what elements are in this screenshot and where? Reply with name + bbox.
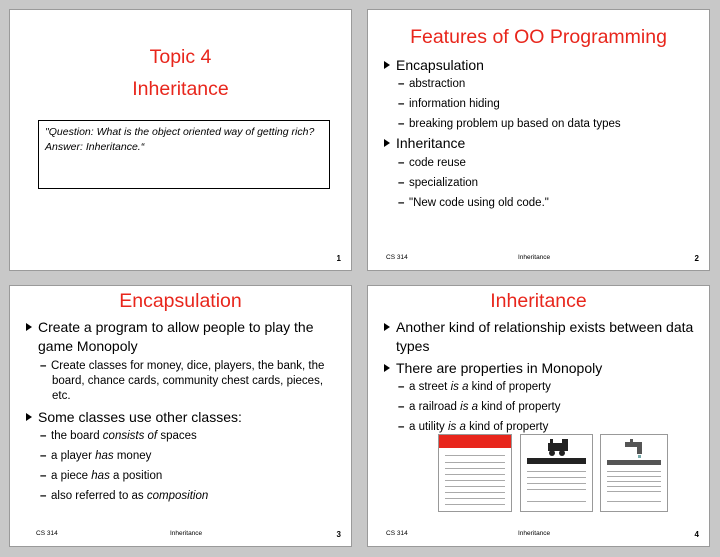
bullet: Inheritance <box>382 134 703 153</box>
bullet: Another kind of relationship exists between data types <box>382 318 703 356</box>
train-icon <box>521 437 593 459</box>
page-number: 3 <box>336 530 341 539</box>
slide-4-body <box>382 318 703 435</box>
slide-4-title: Inheritance <box>490 290 587 312</box>
sub-bullet: – the board consists of spaces <box>40 430 197 442</box>
slide-3-title: Encapsulation <box>119 290 242 312</box>
sub-bullet: – a railroad is a kind of property <box>398 401 561 413</box>
page-number: 2 <box>694 254 699 263</box>
bullet: Encapsulation <box>382 56 703 75</box>
footer-topic: Inheritance <box>518 254 551 261</box>
slide-3-body <box>24 318 345 504</box>
water-works-card-image <box>600 434 668 512</box>
slide-1-subtitle: Inheritance <box>132 78 229 100</box>
monopoly-cards-image <box>438 434 668 512</box>
slide-1 <box>9 9 352 271</box>
footer-course: CS 314 <box>386 530 408 537</box>
footer-topic: Inheritance <box>518 530 551 537</box>
faucet-icon <box>601 438 668 460</box>
sub-bullet: – Create classes for money, dice, players, the bank, the board, chance cards, community chest cards, pieces, etc. <box>40 360 325 402</box>
quote-box <box>38 120 330 189</box>
footer-course: CS 314 <box>36 530 58 537</box>
page-number: 1 <box>336 254 341 263</box>
sub-bullet: – a street is a kind of property <box>398 381 551 393</box>
bullet-triangle-icon <box>384 61 390 69</box>
sub-bullet: – abstraction <box>398 78 466 90</box>
sub-bullet: – a player has money <box>40 450 152 462</box>
slide-1-title: Topic 4 <box>149 46 212 68</box>
street-deed-card-image <box>438 434 512 512</box>
bullet-triangle-icon <box>384 139 390 147</box>
bullet-triangle-icon <box>384 323 390 331</box>
page-number: 4 <box>694 530 699 539</box>
sub-bullet: – a piece has a position <box>40 470 163 482</box>
sub-bullet: – also referred to as composition <box>40 490 209 502</box>
slide-2 <box>367 9 710 271</box>
footer-topic: Inheritance <box>170 530 203 537</box>
footer-course: CS 314 <box>386 254 408 261</box>
bullet: Create a program to allow people to play the game Monopoly <box>24 318 345 356</box>
bullet-triangle-icon <box>26 413 32 421</box>
slide-2-title: Features of OO Programming <box>410 26 667 48</box>
railroad-card-image <box>520 434 593 512</box>
sub-bullet: – specialization <box>398 177 479 189</box>
sub-bullet: – information hiding <box>398 98 500 110</box>
sub-bullet: – breaking problem up based on data types <box>398 118 621 130</box>
slide-3 <box>9 285 352 547</box>
sub-bullet: – "New code using old code." <box>398 197 549 209</box>
bullet-triangle-icon <box>384 364 390 372</box>
slide-2-body <box>382 56 703 211</box>
quote-text: "Question: What is the object oriented way of getting rich? Answer: Inheritance.“ <box>45 126 315 153</box>
sub-bullet: – a utility is a kind of property <box>398 421 549 433</box>
slide-4 <box>367 285 710 547</box>
bullet: There are properties in Monopoly <box>382 359 703 378</box>
bullet-triangle-icon <box>26 323 32 331</box>
bullet: Some classes use other classes: <box>24 408 345 427</box>
sub-bullet: – code reuse <box>398 157 466 169</box>
